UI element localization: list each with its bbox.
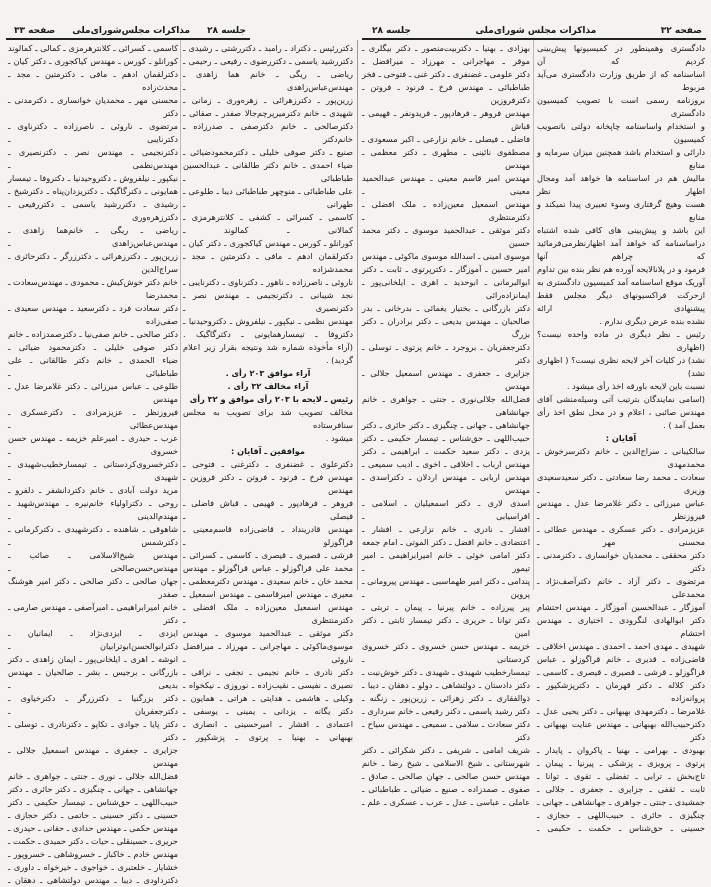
text-line: دکتر محققی ـ محمدیان خوانساری ـ دکترمدنی ـ دکتر xyxy=(537,550,705,573)
text-line: ایزدی ـ ایزدی‌نژاد ـ ایمانیان ـ دکترابوالحسن‌ابوترابیان ـ xyxy=(8,628,178,651)
text-line: نیکپور ـ نیلفروش ـ دکتروحیدنیا ـ دکتروفا ـ تیمسار xyxy=(8,173,178,183)
text-line: اعتمادی ـ افشار ـ امیرحسینی ـ انصاری ـ xyxy=(183,719,353,729)
text-line: دکتر رشید یاسمی ـ دکتر رفیعی ـ خانم سرداری ـ xyxy=(362,706,530,716)
text-line: مهندس اربابی ـ مهندس اردلان ـ دکتراسدی ـ مهندس xyxy=(362,472,530,495)
column-right-page-right xyxy=(537,42,705,835)
text-line: شهیدی ـ مهدی احمد ـ احمدی ـ مهندس اخلاقی ـ xyxy=(537,641,705,651)
text-line: دکتر بزرگنیا ـ دکترزرگر ـ دکترخیاوی ـ دکترجعفریان ـ xyxy=(8,693,178,716)
text-line: دکترخسروی‌کردستانی ـ تیمسارخطیب‌شهیدی ـ شهیدی ـ xyxy=(8,459,178,482)
text-line: دکتر پایا ـ جوادی ـ تکاپو ـ دکترنادری ـ توسلی ـ دکتر xyxy=(8,719,178,742)
text-line: جمشیدی ـ جنتی ـ جواهری ـ جهانشاهی ـ جهانی ـ xyxy=(537,797,705,807)
text-line: مهندس اسمعیل معین‌زاده ـ ملک افضلی ـ دکترمنتظری ـ xyxy=(362,199,530,222)
column-divider xyxy=(533,40,534,590)
text-line: تیمسارخطیب شهیدی ـ شهیدی ـ دکتر خوش‌نیت ـ xyxy=(362,667,530,677)
text-line: فضل‌الله جلالی ـ نوری ـ جنتی ـ جواهری ـ خانم xyxy=(8,771,178,781)
text-line: مهندس اسمعیل معین‌زاده ـ ملک افضلی ـ دکترمنتظری ـ xyxy=(183,602,353,625)
text-line: آموزگار ـ عبدالحسین آموزگار ـ مهندس احتشام xyxy=(537,602,705,612)
text-line: دکترلقمان ادهم ـ مافی ـ دکترمتین ـ مجد ـ محمدشزاده xyxy=(183,251,353,274)
text-line: ذوالفقاری ـ دکتر زهرائی ـ زرین‌پور ـ زنگنه ـ xyxy=(362,693,530,703)
left-page-session: جلسه ۲۸ xyxy=(207,26,246,36)
text-line: بهبودی ـ بهرامی ـ بهنیا ـ پاکروان ـ پایدار ـ xyxy=(537,745,705,755)
text-line: نسبت باین لایحه باورقه اخذ رأی میشود . xyxy=(566,381,705,391)
right-page-number: صفحه ۳۲ xyxy=(660,26,702,36)
text-line: خانم دکتر خوش‌کیش ـ محمودی ـ مهندس‌سعادت ـ محمدرضا xyxy=(8,277,178,300)
text-line: بعمل آمد ) . xyxy=(663,420,705,430)
text-line: دکتر کلاله ـ دکتر قهرمان ـ دکترپزشکپور ـ پروانه‌زاده ـ xyxy=(537,680,705,703)
column-divider xyxy=(180,40,181,590)
text-line: غلامرضا ـ دکترمهدی بهبهانی ـ دکتر یحیی عدل ـ xyxy=(537,706,705,716)
text-line: هست وهیچ گرفتاری وسوء تعبیری پیدا نمیکند و منابع xyxy=(537,199,705,222)
text-line: اعتضادی ـ خانم افضل ـ دکتر الموتی ـ امام جمعه xyxy=(362,537,530,547)
text-line: شریف امامی ـ شریفی ـ دکتر شکرائی ـ دکتر xyxy=(362,745,530,755)
text-line: شهیدی ـ خانم دکترمیرپرچم‌جالا صفدر ـ صفائی ـ xyxy=(183,108,353,118)
text-line: فضل‌الله جلالی‌نوری ـ جنتی ـ جواهری ـ خانم جهانشاهی xyxy=(362,394,530,417)
text-line: دکترنجیمی ـ مهندس نصر ـ دکترنصیری ـ مهندس‌نظمی ـ xyxy=(8,147,178,170)
text-line: امیر حسین ـ آموزگار ـ دکترپرتوی ـ ثابت ـ دکتر xyxy=(362,264,530,274)
text-line: جزایری ـ جعفری ـ مهندس اسمعیل جلالی ـ مهندس xyxy=(8,745,178,768)
text-line: دکتررئیس ـ دکتراد ـ رامبد ـ دکتررشتی ـ رشیدی ـ xyxy=(183,43,353,53)
text-line: عرب ـ حیدری ـ امیرعلم خزیمه ـ مهندس حسن خسروی ـ xyxy=(8,433,178,456)
left-page-header xyxy=(14,23,246,38)
text-line: پرتوی ـ پرویزی ـ پزشکی ـ پیرنیا ـ پیمان ـ xyxy=(537,758,705,768)
text-line: مالیش هم در اساسنامه ها خواهد آمد ومجال اظهار نظر xyxy=(537,173,705,196)
text-line: جزایری ـ جعفری ـ مهندس اسمعیل جلالی ـ مهندس xyxy=(362,368,530,391)
text-line: سعادت ـ محمد رضا سعادتی ـ دکتر سعیدسعیدی وزیری ـ xyxy=(537,472,705,495)
text-line: حبیب‌اللهی ـ حق‌شناس ـ تیمسار حکیمی ـ دکتر xyxy=(8,797,178,807)
text-line: نصیری ـ نفیسی ـ نقیب‌زاده ـ نوروزی ـ نیکخواه ـ xyxy=(183,680,353,690)
text-line: دادگستری وهمینطور در کمیسیونها پیش‌بینی کردیم که آن xyxy=(537,43,705,66)
text-line: مهندس قادرینداد ـ قاضی‌زاده قاسم‌معینی ـ قراگوزلو ـ xyxy=(183,524,353,547)
text-line: شاهوقی ـ شاهنده ـ دکترشهیدی ـ دکترکرمانی ـ دکترشمس ـ xyxy=(8,524,178,547)
text-line: دکتر دادستان ـ دولتشاهی ـ دولو ـ دهقان ـ دیبا ـ xyxy=(362,680,530,690)
column-left-page-right xyxy=(183,42,353,744)
text-line: مهندس فروهر ـ فرهادپور ـ فریدونفر ـ فهیمی ـ قباش xyxy=(362,108,530,131)
text-line: عباس میرزائی ـ دکتر غلامرضا عدل ـ مهندس فیروزنظر ـ xyxy=(537,498,705,521)
text-line: گردید) . xyxy=(325,355,353,365)
text-line: بازرگانی ـ برجیس ـ بشر ـ صالحیان ـ مهندس بدیعی ـ xyxy=(8,667,178,690)
text-line: جهان صالحی ـ دکتر صالحی ـ دکتر امیر هوشنگ صفدر xyxy=(8,576,178,599)
text-line: دارائی و استخدام باشد همچنین میزان سرمایه و منابع xyxy=(537,147,705,170)
text-line: یزدی ـ دکتر سعید حکمت ـ ابراهیمی ـ دکتر xyxy=(362,446,530,456)
text-line: بهزادی ـ بهنیا ـ دکتربیت‌منصور ـ دکتر بیگلری ـ xyxy=(362,43,530,53)
column-right-page-left xyxy=(362,42,530,809)
text-heading: آقایان : xyxy=(605,433,637,443)
text-line: شهرستانی ـ شیخ الاسلامی ـ شیخ رضا ـ خانم xyxy=(362,758,530,768)
text-line: دکتر صوفی خلیلی ـ دکترمحمود ضیائی ـ xyxy=(8,342,178,352)
text-line: خشایار ـ خلعتبری ـ خواجوی ـ خیرخواه ـ داوری ـ xyxy=(8,862,178,872)
text-line: زرین‌پور ـ دکترزهرائی ـ دکترزرگر ـ دکترحائری ـ سراج‌الدین xyxy=(8,251,178,274)
text-line: دکتر صالحی ـ خانم صفی‌نیا ـ دکترصمدزاده ـ خانم xyxy=(8,329,178,339)
text-line: فاضلی ـ فیصلی ـ خانم نزارعی ـ اکبر مسعودی ـ xyxy=(362,134,530,144)
text-line: این باشد و پیش‌بینی های کافی شده اشتباه xyxy=(537,225,705,235)
text-line: حسینی ـ حق‌شناس ـ حکمت ـ حکیمی ـ xyxy=(537,823,705,833)
text-line: دکتررشید یاسمی ـ دکتررضوی ـ رفیعی ـ رحیمی ـ xyxy=(183,56,353,66)
text-line: فروهر ـ فرهادپور ـ فهیمی ـ قباش فاضلی ـ فیصلی ـ xyxy=(183,498,353,521)
text-line: چنگیزی ـ حائری ـ حبیب‌اللهی ـ حجازی ـ xyxy=(537,810,705,820)
text-line: مهندس نظمی ـ نیکپور ـ نیلفروش ـ دکتروحیدنیا ـ xyxy=(183,316,353,326)
text-line: ابوالبرمانی ـ ابوحدید ـ اهری ـ ایلخانی‌پور ـ ایمانزاده‌رائی xyxy=(362,277,530,300)
text-line: خانم امیرابراهیمی ـ امیرآصفی ـ مهندس صارمی ـ دکتر xyxy=(8,602,178,625)
text-line: (آراء مأخوذه شماره شد ونتیجه بقرار زیر اعلام xyxy=(183,342,353,352)
text-line: حریری ـ حسینقلی ـ حیات ـ دکتر حمیدی ـ حکمت ـ xyxy=(8,836,178,846)
text-line: (اسامی نمایندگان بترتیب آتی وسیله‌منشی آقای xyxy=(537,394,705,404)
text-line: مهندس صائبی ، اعلام و در محل نطق اخذ رأی xyxy=(537,407,705,417)
text-line: خزیمه ـ مهندس حسن خسروی ـ دکتر خسروی کردستانی ـ xyxy=(362,641,530,664)
text-line: مهندس حکمی ـ مهندس حدادی ـ حقانی ـ حیدری ـ xyxy=(8,823,178,833)
text-line: مرید دولت آبادی ـ خانم دکتردانشفر ـ دلفرو ـ xyxy=(8,485,178,495)
text-line: صفوی ـ صمدزاده ـ صنیع ـ ضیائی ـ طباطبائی ـ xyxy=(362,784,530,794)
text-line: دکتر توانا ـ حریری ـ دکتر تیمسار ثابتی ـ دکتر امین xyxy=(362,615,530,638)
text-line: اساسنامه که از طریق وزارت دادگستری می‌آید مربوط xyxy=(537,69,705,92)
text-line: دکتروفا ـ تیمسارهمایونی ـ دکترگاگیک . xyxy=(183,329,353,339)
text-line: ریاضی ـ ریگی ـ خانم هما زاهدی ـ مهندس‌عباس‌زاهدی ـ xyxy=(183,69,353,92)
text-line: رشیدی ـ دکتررشید یاسمی ـ دکتررفیعی ـ دکترزهره‌وری xyxy=(8,199,178,222)
text-line: قاضی‌زاده ـ قدیری ـ خانم قراگوزلو ـ عباس xyxy=(537,654,705,664)
text-line: کاسمی ـ کسرائی ـ کشفی ـ کلانترهرمزی ـ کمالانی ـ کمالوند ـ xyxy=(183,212,353,235)
text-line: دراساسنامه که خواهد آمد اظهارنظرمی‌فرمائید که چراهم آنها xyxy=(537,238,705,261)
text-line: ریاضی ـ ریگی ـ خانم‌هما زاهدی ـ مهندس‌عباس‌زاهدی ـ xyxy=(8,225,178,248)
left-header-rule xyxy=(6,38,250,40)
text-line: کورانلو ـ کورس ـ مهندس کیاکجوری ـ دکتر کیان ـ xyxy=(8,56,178,66)
text-line: سالکیبانی ـ سراج‌الدین ـ خانم دکترسرخوش ـ محمدمهدی xyxy=(537,446,705,469)
text-line: عاملی ـ عباسی ـ عدل ـ عرب ـ عسکری ـ علم ـ xyxy=(362,797,530,807)
text-line: مهندس شیخ‌الاسلامی ـ صائب ـ مهندس‌حسن‌صالحی ـ xyxy=(8,550,178,573)
text-line: فرمود و در پلانالایحه آورده هم نظر بنده بین تداوم xyxy=(537,264,705,274)
text-line: زرین‌پور ـ دکترزهرائی ـ زهره‌وری ـ زمانی ـ xyxy=(183,95,353,105)
text-line: ضیاء احمدی ـ خانم دکتر طالقانی ـ عبدالحسین طباطبائی ـ xyxy=(183,160,353,183)
text-line: وکیلی ـ هاشمی ـ هدایتی ـ هراتی ـ همایون ـ xyxy=(183,693,353,703)
left-page-number: صفحه ۳۳ xyxy=(14,26,56,36)
text-line: بروزنامه رسمی است با تصویب کمیسیون دادگستری xyxy=(537,95,705,118)
text-line: ازحرکت فراکسیونهای دیگر مجلس فقط پیشنهادی ارائه xyxy=(537,290,705,313)
text-line: دکتر یگانه ـ یزدانی ـ یمینی ـ یوسفی ـ xyxy=(183,706,353,716)
right-page-title: مذاکرات مجلس شورای‌ملی xyxy=(475,26,597,36)
text-line: محمد علی قراگوزلو ـ عباس قراگوزلو ـ مهندس xyxy=(183,563,353,573)
text-line: علی طباطبائی ـ منوچهر طباطبائی دیبا ـ طلوعی ـ طهرانی ـ xyxy=(183,186,353,209)
text-line: کاسمی ـ کسرائی ـ کلانترهرمزی ـ کمالی ـ کمالوند xyxy=(8,43,178,53)
text-line: دکترصالحی ـ خانم دکترصفی ـ صدرزاده ـ خانم‌دکتر xyxy=(183,121,353,144)
text-line: نجد شیبانی ـ دکترنجیمی ـ مهندس نصر ـ دکترنصیری ـ xyxy=(183,290,353,313)
text-heading: آراء موافق ۲۰۳ رأی . xyxy=(225,368,311,378)
text-line: جهانشاهی ـ جهانی ـ چنگیزی ـ دکتر حائری ـ دکتر xyxy=(362,420,530,430)
text-line: آوریک موقع اساسنامه آمد کمیسیون دادگستری به xyxy=(537,277,705,287)
text-line: دکترلقمان ادهم ـ مافی ـ دکترمتین ـ مجد ـ محدث‌زاده xyxy=(8,69,178,92)
text-line: کورانلو ـ کورس ـ مهندس کیاکجوری ـ دکتر کیان ـ xyxy=(183,238,353,248)
text-line: دکترداودی ـ دیبا ـ مهندس دولتشاهی ـ دهقان ـ xyxy=(8,875,178,885)
text-line: حبیب‌اللهی ـ حق‌شناس ـ تیمسار حکیمی ـ دکتر xyxy=(362,433,530,443)
right-page-session: جلسه ۲۸ xyxy=(372,26,411,36)
text-line: عزیزمرادی ـ دکتر عسکری ـ مهندس عطائی ـ محسنی مهر ـ xyxy=(537,524,705,547)
text-line: روحی ـ دکتراولیاء خانم‌نیره ـ مهندس‌شهید ـ مهندم‌الدینی ـ xyxy=(8,498,178,521)
text-heading: رئیس ـ لایحه با ۲۰۳ رأی موافق و ۳۲ رأی xyxy=(189,394,353,404)
text-line: مهندس فرخ ـ فرنود ـ فروتن ـ دکتر فروزین ـ مهندس xyxy=(183,472,353,495)
text-line: انوشه ـ اهری ـ ایلخانی‌پور ـ ایمان زاهدی ـ دکتر xyxy=(8,654,178,664)
text-line: دکتر نادری ـ خانم نجیمی ـ نجفی ـ نراقی ـ xyxy=(183,667,353,677)
text-line: موسوی‌ماکوئی ـ مهاجرانی ـ مهرزاد ـ میرافضل ناروئی ـ xyxy=(183,641,353,664)
text-line: مهندس حسن صالحی ـ جهان صالحی ـ صادق ـ xyxy=(362,771,530,781)
text-line: قرشی ـ قصیری ـ قیصری ـ کاسمی ـ کسرائی ـ xyxy=(183,550,353,560)
text-line: پیر پیرزاده ـ خانم پیرنیا ـ پیمان ـ تربتی ـ xyxy=(362,602,530,612)
text-line: اسدی لاری ـ دکتر اسمعیلیان ـ اسلامی ـ افراسیابی ـ xyxy=(362,498,530,521)
text-line: دکتر موثقی ـ عبدالحمید موسوی ـ دکتر محمد حسین xyxy=(362,225,530,248)
text-line: موقر ـ مهاجرانی ـ مهرزاد ـ میرافضل ـ xyxy=(362,56,530,66)
text-line: نشده بنده عرض دیگری ندارم . xyxy=(599,316,705,326)
text-line: مصطفوی نائینی ـ مطهری ـ دکتر معظمی ـ مهندس xyxy=(362,147,530,170)
text-line: ضیاء الحمدی ـ خانم دکتر طالقانی ـ علی طباطبائی ـ xyxy=(8,355,178,378)
text-line: پندامی ـ دکتر امیر طهماسبی ـ مهندس پیرومانی ـ پروین ـ xyxy=(362,576,530,599)
text-line: تاج‌بخش ـ ترابی ـ تفضلی ـ تقوی ـ توانا ـ xyxy=(537,771,705,781)
text-heading: موافقین ـ آقایان : xyxy=(231,446,305,456)
text-line: فیروزنظر ـ عزیزمرادی ـ دکترعسکری ـ مهندس‌عطائی ـ xyxy=(8,407,178,430)
text-line: رئیس ـ نظر دیگری در ماده واحده نیست؟ (اظهاری xyxy=(537,329,705,352)
text-line: جهانشاهی ـ جهانی ـ چنگیزی ـ دکتر حائری ـ دکتر xyxy=(8,784,178,794)
text-line: مخالف تصویب شد برای تصویب به مجلس سنافرستاده xyxy=(183,407,353,430)
text-line: دکتر موثقی ـ عبدالحمید موسوی ـ مهندس xyxy=(183,628,353,638)
text-line: نشد) در کلیات آخر لایحه نظری نیست؟ ( اظهاری نشد) xyxy=(537,355,705,378)
text-line: دکتر امامی خوئی ـ خانم امیرابراهیمی ـ امیر تیمور ـ xyxy=(362,550,530,573)
text-line: مهندس خادم ـ خاکباز ـ خسروشاهی ـ خسروپور ـ xyxy=(8,849,178,859)
text-line: دکتر سعادت فرد ـ دکترسعید ـ مهندس سعیدی ـ صفی‌زاده xyxy=(8,303,178,326)
text-line: دکترجعفریان ـ بروجرد ـ خانم پرتوی ـ توسلی ـ دکتر xyxy=(362,342,530,365)
text-line: دکتر سعادت ـ سلامی ـ سمیعی ـ مهندس سیاح ـ دکتر xyxy=(362,719,530,742)
text-line: حسینی ـ دکتر حسینی ـ حاتمی ـ دکتر حجازی ـ xyxy=(8,810,178,820)
text-line: مرتضوی ـ دکتر آزاد ـ خانم دکترآصف‌نژاد ـ محمدعلی xyxy=(537,576,705,599)
text-line: میشود . xyxy=(325,433,353,443)
left-page-title: مذاکرات مجلس‌شورای‌ملی xyxy=(72,26,191,36)
text-line: معیری ـ مهندس امیرقاسمی ـ مهندس اسمعیل ـ xyxy=(183,589,353,599)
text-line: صالحیان ـ مهندس بدیعی ـ دکتر برادران ـ دکتر بزرگ xyxy=(362,316,530,339)
text-line: مرتضوی ـ ناروئی ـ ناصرزاده ـ دکترناوی ـ دکترنایبی ـ xyxy=(8,121,178,144)
right-page-header xyxy=(372,23,702,38)
text-line: مهندس امیر قاسم معینی ـ مهندس عبدالحمید معینی ـ xyxy=(362,173,530,196)
text-line: دکترحبیب‌الله بهبهانی ـ مهندس عنایت بهبهانی ـ دکتر xyxy=(537,719,705,742)
text-line: همایونی ـ دکترگاگیک ـ دکتریزدان‌پناه ـ دکترشیخ ـ xyxy=(8,186,178,196)
right-header-rule xyxy=(362,38,706,40)
text-line: محمد خان ـ خانم سعیدی ـ مهندس دکترمعظمی ـ xyxy=(183,576,353,586)
text-line: دکترعلوی ـ غضنفری ـ دکترغنی ـ فتوحی ـ xyxy=(183,459,353,469)
text-line: بهبهانی ـ بهنیا ـ پرتوی ـ پزشکپور ـ xyxy=(183,732,353,742)
text-line: دکتر بازرگانی ـ بختیار یغمائی ـ بدرخانی ـ بدر xyxy=(362,303,530,313)
text-line: صنیع ـ دکتر صوفی خلیلی ـ دکترمحمودضیائی ـ xyxy=(183,147,353,157)
page-fold xyxy=(357,40,358,590)
text-line: دکتر ابوالهادی لنگرودی ـ اختیاری ـ مهندس احتشام xyxy=(537,615,705,638)
text-line: طباطبائی ـ مهندس فرخ ـ فرنود ـ فروتن ـ دکترفروزین xyxy=(362,82,530,105)
text-line: طلوعی ـ عباس میرزائی ـ دکتر غلامرضا عدل ـ مهندس xyxy=(8,381,178,404)
text-line: موسوی امینی ـ اسدالله موسوی ماکوئی ـ مهندس xyxy=(361,251,530,261)
text-line: قراگوزلو ـ قرشی ـ قصیری ـ قیصری ـ کاسمی ـ xyxy=(537,667,705,677)
text-line: و استخدام واساسنامه چاپخانه دولتی باتصویب کمیسیون xyxy=(537,121,705,144)
text-line: ناروئی ـ ناصرزاده ـ ناهور ـ دکترناوی ـ دکترنایبی ـ xyxy=(183,277,353,287)
text-line: دکتر علومی ـ غضنفری ـ دکتر غنی ـ فتوحی ـ فخر xyxy=(362,69,530,79)
text-line: افشار ـ نادری ـ خانم نزارعی ـ افشار ـ xyxy=(362,524,530,534)
text-line: محسنی مهر ـ محمدیان خوانساری ـ دکترمدنی ـ دکتر xyxy=(8,95,178,118)
text-line: ثابت ـ ثقفی ـ جزایری ـ جعفری ـ جلالی ـ xyxy=(537,784,705,794)
column-left-page-left xyxy=(8,42,178,887)
text-heading: آراء مخالف ۳۲ رأی . xyxy=(227,381,309,391)
text-line: مهندس ارباب ـ اخلاقی ـ اخوی ـ ادیب سمیعی ـ xyxy=(362,459,530,469)
